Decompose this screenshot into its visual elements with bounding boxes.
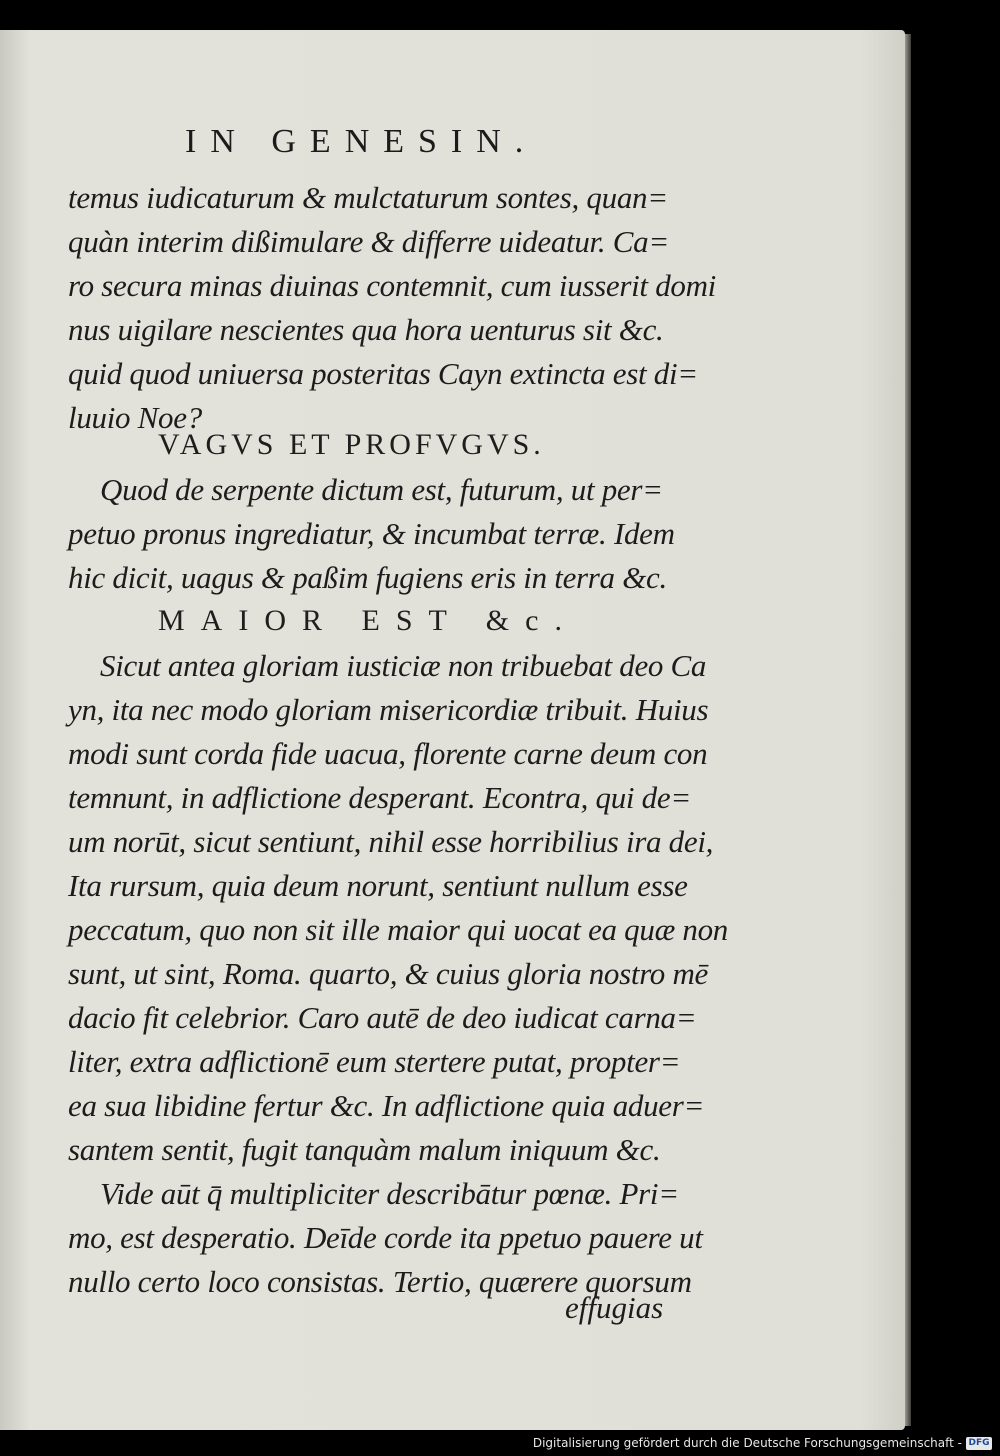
text-line: liter, extra adflictionē eum stertere putat, propter= [68,1044,681,1079]
text-line: luuio Noe? [68,400,202,435]
running-head: IN GENESIN. [185,123,538,160]
text-line: temnunt, in adflictione desperant. Econtra, qui de= [68,780,691,815]
text-line: quàn interim dißimulare & differre uideatur. Ca= [68,224,669,259]
text-line: modi sunt corda fide uacua, florente carne deum con [68,736,708,771]
page-edge [905,34,911,1426]
text-line: Sicut antea gloriam iusticiæ non tribuebat deo Ca [100,648,707,683]
text-line: nus uigilare nescientes qua hora uenturus sit &c. [68,312,664,347]
text-line: temus iudicaturum & mulctaturum sontes, quan= [68,180,668,215]
text-line: Quod de serpente dictum est, futurum, ut per= [100,472,663,507]
text-line: mo, est desperatio. Deīde corde ita ppetuo pauere ut [68,1220,703,1255]
text-line: sunt, ut sint, Roma. quarto, & cuius gloria nostro mē [68,956,709,991]
text-line: yn, ita nec modo gloriam misericordiæ tribuit. Huius [68,692,709,727]
text-line: um norūt, sicut sentiunt, nihil esse horribilius ira dei, [68,824,714,859]
text-line: petuo pronus ingrediatur, & incumbat terræ. Idem [68,516,675,551]
text-line: santem sentit, fugit tanquàm malum iniquum &c. [68,1132,661,1167]
text-line: quid quod uniuersa posteritas Cayn extincta est di= [68,356,698,391]
text-line: Ita rursum, quia deum norunt, sentiunt nullum esse [68,868,688,903]
credit-text: Digitalisierung gefördert durch die Deutsche Forschungsgemeinschaft - [532,1436,962,1450]
section-heading: MAIOR EST &c. [158,604,578,637]
text-line: ro secura minas diuinas contemnit, cum iusserit domi [68,268,716,303]
text-line: ea sua libidine fertur &c. In adflictione quia aduer= [68,1088,705,1123]
text-line: peccatum, quo non sit ille maior qui uocat ea quæ non [68,912,729,947]
catchword: effugias [565,1290,664,1325]
section-heading: VAGVS ET PROFVGVS. [158,428,545,461]
digitization-credit [533,1436,992,1450]
dfg-logo-icon: DFG [966,1437,992,1450]
text-line: hic dicit, uagus & paßim fugiens eris in terra &c. [68,560,667,595]
text-line: nullo certo loco consistas. Tertio, quærere quorsum [68,1264,692,1299]
text-line: Vide aūt q̄ multipliciter describātur pœnæ. Pri= [100,1176,679,1211]
text-line: dacio fit celebrior. Caro autē de deo iudicat carna= [68,1000,697,1035]
